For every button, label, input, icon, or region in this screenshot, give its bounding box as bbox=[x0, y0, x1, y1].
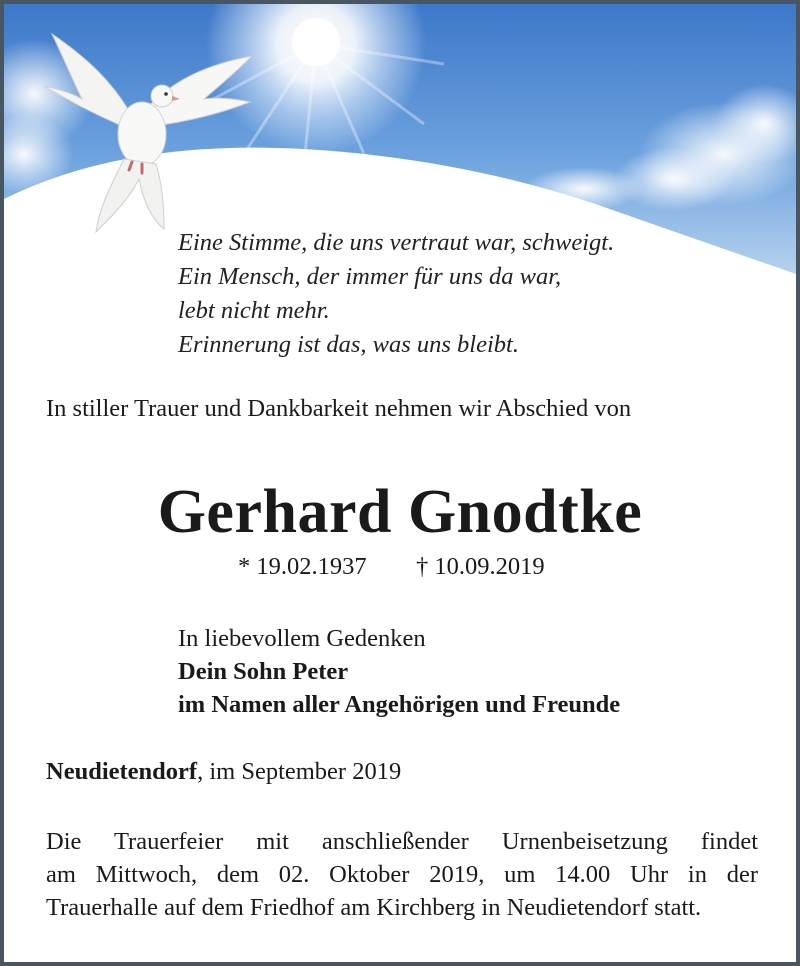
signature-line-bold: im Namen aller Angehörigen und Freunde bbox=[178, 691, 621, 718]
signature-line: In liebevollem Gedenken bbox=[178, 625, 426, 652]
signature-line-bold: Dein Sohn Peter bbox=[178, 658, 349, 685]
life-dates bbox=[4, 553, 796, 587]
poem-line: Ein Mensch, der immer für uns da war, bbox=[178, 263, 562, 290]
intro-text: In stiller Trauer und Dankbarkeit nehmen wir Abschied von bbox=[46, 395, 632, 422]
poem-line: Erinnerung ist das, was uns bleibt. bbox=[178, 331, 519, 358]
place-town: Neudietendorf bbox=[46, 758, 198, 785]
poem-line: lebt nicht mehr. bbox=[178, 297, 330, 324]
ceremony-line: Trauerhalle auf dem Friedhof am Kirchberg in Neudietendorf statt. bbox=[46, 894, 702, 921]
ceremony-line: am Mittwoch, dem 02. Oktober 2019, um 14.00 Uhr in der bbox=[46, 861, 758, 888]
place-date bbox=[46, 756, 401, 788]
signature-block bbox=[178, 622, 620, 721]
poem bbox=[178, 226, 614, 362]
birth-date: * 19.02.1937 bbox=[238, 553, 367, 580]
ceremony-info bbox=[46, 825, 758, 924]
death-date: † 10.09.2019 bbox=[416, 553, 545, 580]
place-date-text: , im September 2019 bbox=[197, 758, 402, 785]
poem-line: Eine Stimme, die uns vertraut war, schweigt. bbox=[178, 229, 615, 256]
deceased-name: Gerhard Gnodtke bbox=[157, 478, 643, 546]
ceremony-line: Die Trauerfeier mit anschließender Urnenbeisetzung findet bbox=[46, 828, 758, 855]
